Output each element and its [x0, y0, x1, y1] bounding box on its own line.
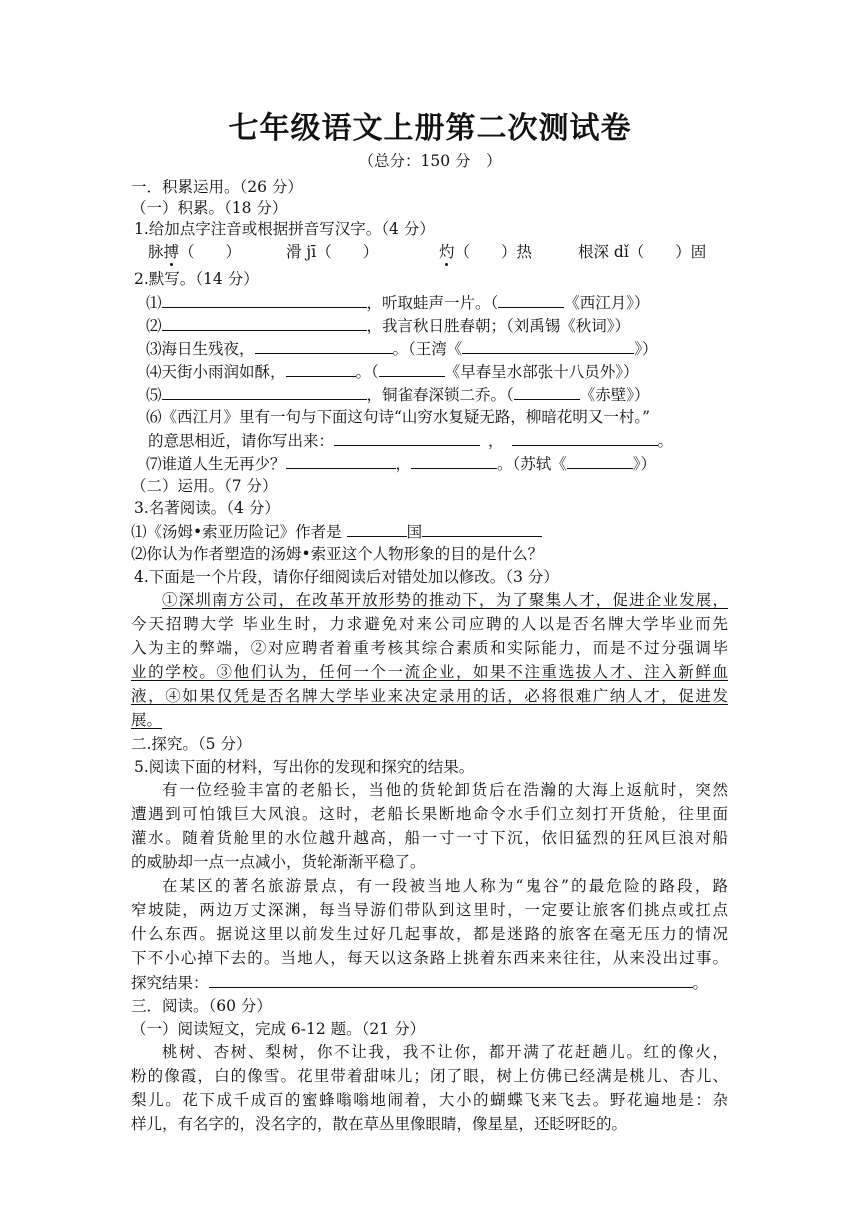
q2-line-1 [146, 290, 650, 315]
fill-blank[interactable] [286, 451, 396, 469]
item-number: ⑴ [146, 294, 162, 312]
q5-material-line: 什么东西。据说这里以前发生过好几起事故，都是迷路的旅客在毫无压力的情况 [131, 925, 728, 943]
question-5: 5.阅读下面的材料，写出你的发现和探究的结果。 [134, 758, 475, 776]
reading-line: 桃树、杏树、梨树，你不让我，我不让你，都开满了花赶趟儿。红的像火， [162, 1043, 728, 1061]
fill-blank[interactable] [379, 359, 445, 377]
poem-text: ，铜雀春深锁二乔。（ [366, 386, 514, 404]
comma: ， [488, 432, 504, 450]
q2-line-6: ⑹《西江月》里有一句与下面这句诗“山穷水复疑无路，柳暗花明又一村。” [146, 408, 651, 426]
q5-material-line: 窄坡陡，两边万丈深渊，每当导游们带队到这里时，一定要让旅客们挑点或扛点 [131, 901, 728, 919]
total-score: （总分：150 分 ） [358, 152, 502, 170]
poem-source: 。（ [355, 363, 379, 381]
q1-item-d[interactable]: 根深 dǐ（ ）固 [578, 243, 707, 261]
q5-result-line [131, 970, 708, 995]
item-number: ⑸ [146, 386, 162, 404]
prompt-text: ⑴《汤姆•索亚历险记》作者是 [131, 523, 342, 541]
q5-material-line: 的威胁却一点一点减小，货轮渐渐平稳了。 [131, 853, 426, 871]
dotted-char: 脉 [148, 243, 164, 261]
q5-material-line: 有一位经验丰富的老船长，当他的货轮卸货后在浩瀚的大海上返航时，突然 [162, 781, 728, 799]
section-1-2-heading: （二）运用。（7 分） [131, 477, 278, 495]
q1-item-a [148, 240, 241, 264]
q4-passage-line: 入为主的弊端，②对应聘者着重考核其综合素质和实际能力，而是不过分强调毕 [131, 639, 728, 657]
fill-blank[interactable] [498, 290, 564, 308]
q1-item-c [439, 240, 532, 264]
q4-passage-line: ①深圳南方公司，在改革开放形势的推动下，为了聚集人才，促进企业发展， [162, 591, 728, 609]
q5-material-line: 灌水。随着货舱里的水位越升越高，船一寸一寸下沉，依旧猛烈的狂风巨浪对船 [131, 829, 728, 847]
answer-paren[interactable]: （ ） [179, 243, 242, 261]
q3-line-1 [131, 519, 542, 544]
poem-source: 《西江月》） [564, 294, 650, 312]
fill-blank[interactable] [209, 970, 693, 988]
poem-source: 《赤壁》） [579, 386, 650, 404]
q2-line-4 [146, 359, 639, 384]
q4-passage-line: 业的学校。③他们认为，任何一个一流企业，如果不注重选拔人才、注入新鲜血 [131, 663, 728, 681]
item-number: ⑵ [146, 317, 162, 335]
period: 。 [692, 974, 709, 992]
poem-text: ，听取蛙声一片。（ [366, 294, 499, 312]
fill-blank[interactable] [422, 519, 542, 537]
poem-source: 》） [634, 340, 658, 358]
fill-blank[interactable] [162, 290, 367, 308]
poem-text: ⑶海日生残夜， [146, 340, 255, 358]
period: 。 [657, 432, 674, 450]
question-2: 2.默写。（14 分） [134, 270, 259, 288]
question-3: 3.名著阅读。（4 分） [134, 499, 280, 517]
fill-blank[interactable] [411, 451, 497, 469]
reading-line: 粉的像霞，白的像雪。花里带着甜味儿；闭了眼，树上仿佛已经满是桃儿、杏儿、 [131, 1067, 728, 1085]
prompt-text: 探究结果： [131, 974, 209, 992]
prompt-text: 国 [406, 523, 423, 541]
poem-text: ⑷天街小雨润如酥， [146, 363, 286, 381]
fill-blank[interactable] [334, 428, 480, 446]
answer-paren[interactable]: （ ）热 [454, 243, 533, 261]
fill-blank[interactable] [462, 336, 634, 354]
q4-passage-line: 今天招聘大学 毕业生时，力求避免对来公司应聘的人以是否名牌大学毕业而先 [131, 615, 728, 633]
q5-material-line: 下不小心掉下去的。当地人，每天以这条路上挑着东西来来往往，从来没出过事。 [131, 949, 728, 967]
poem-text: ⑺谁道人生无再少？ [146, 455, 286, 473]
fill-blank[interactable] [255, 336, 393, 354]
question-4: 4.下面是一个片段，请你仔细阅读后对错处加以修改。（3 分） [134, 568, 559, 586]
fill-blank[interactable] [512, 428, 658, 446]
q2-line-6-cont [148, 428, 673, 453]
q3-line-2: ⑵你认为作者塑造的汤姆•索亚这个人物形象的目的是什么？ [131, 545, 544, 563]
q4-passage-line: 展。 [131, 711, 163, 729]
q5-material-line: 在某区的著名旅游景点，有一段被当地人称为“鬼谷”的最危险的路段，路 [162, 877, 728, 895]
q2-line-5 [146, 382, 650, 407]
q2-line-3 [146, 336, 658, 361]
fill-blank[interactable] [162, 313, 367, 331]
section-1-1-heading: （一）积累。（18 分） [131, 199, 288, 217]
q1-item-b[interactable]: 滑 jī（ ） [286, 243, 379, 261]
fill-blank[interactable] [347, 519, 407, 537]
prompt-text: 的意思相近，请你写出来： [148, 432, 335, 450]
poem-source: 。（苏轼《 [497, 455, 567, 473]
section-3-1-heading: （一）阅读短文，完成 6-12 题。（21 分） [131, 1020, 426, 1038]
reading-line: 梨儿。花下成千成百的蜜蜂嗡嗡地闹着，大小的蝴蝶飞来飞去。野花遍地是：杂 [131, 1091, 728, 1109]
q2-line-2 [146, 313, 630, 338]
q4-passage-line: 液，④如果仅凭是否名牌大学毕业来决定录用的话，必将很难广纳人才，促进发 [131, 687, 728, 705]
poem-source: 《早春呈水部张十八员外》） [444, 363, 639, 381]
question-1: 1.给加点字注音或根据拼音写汉字。（4 分） [134, 220, 435, 238]
poem-source: 。（王湾《 [392, 340, 463, 358]
poem-source: 》） [632, 455, 657, 473]
fill-blank[interactable] [162, 382, 367, 400]
section-2-heading: 二.探究。（5 分） [131, 735, 252, 753]
section-1-heading: 一．积累运用。（26 分） [131, 178, 303, 196]
dotted-char: 灼 [439, 243, 455, 261]
reading-line: 样儿，有名字的，没名字的，散在草丛里像眼睛，像星星，还眨呀眨的。 [131, 1115, 628, 1133]
section-3-heading: 三．阅读。（60 分） [131, 997, 272, 1015]
dotted-char: 搏 [163, 243, 180, 261]
fill-blank[interactable] [567, 451, 633, 469]
comma: ， [395, 455, 412, 473]
page-title: 七年级语文上册第二次测试卷 [228, 111, 632, 146]
q2-line-7 [146, 451, 656, 476]
fill-blank[interactable] [514, 382, 580, 400]
poem-text: ，我言秋日胜春朝；（刘禹锡《秋词》） [366, 317, 631, 335]
fill-blank[interactable] [286, 359, 356, 377]
q5-material-line: 遭遇到可怕饿巨大风浪。这时，老船长果断地命令水手们立刻打开货舱，往里面 [131, 805, 728, 823]
